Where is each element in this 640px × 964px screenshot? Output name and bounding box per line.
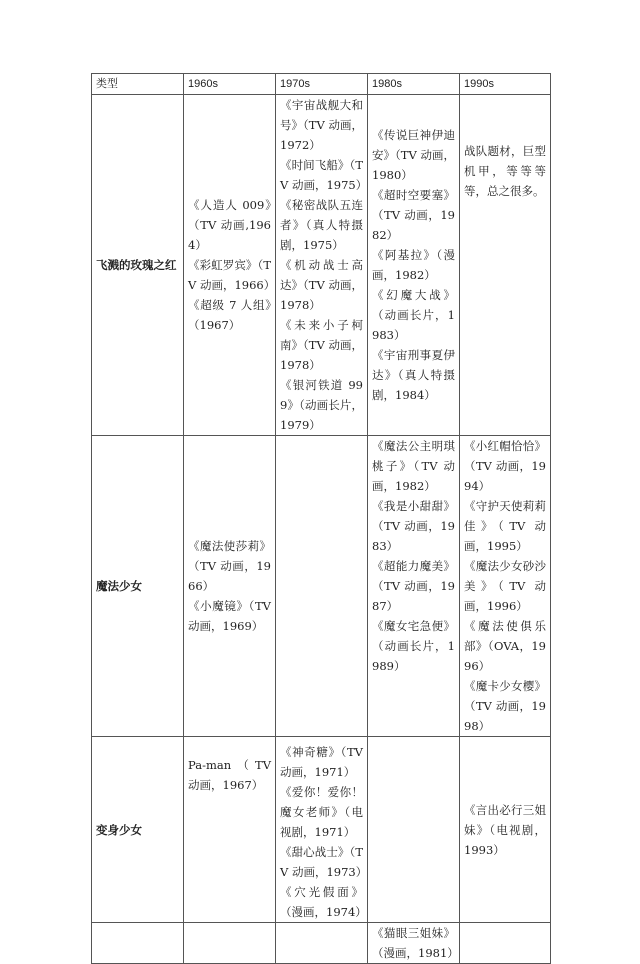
title-entry: 《猫眼三姐妹》（漫画，1981） — [372, 926, 459, 960]
title-entry: Pa-man（TV 动画，1967） — [188, 758, 271, 792]
title-entry: 《守护天使莉莉佳》（TV 动画，1995） — [464, 499, 546, 553]
category-cell: 魔法少女 — [92, 436, 184, 737]
title-entry: 《我是小甜甜》（TV 动画，1983） — [372, 499, 455, 553]
title-entry: 《小魔镜》（TV 动画，1969） — [188, 599, 271, 633]
title-entry: 《宇宙战舰大和号》（TV 动画，1972） — [280, 98, 363, 152]
title-entry: 《未来小子柯南》（TV 动画，1978） — [280, 318, 363, 372]
title-entry: 《超能力魔美》（TV 动画，1987） — [372, 559, 455, 613]
cell-1980s — [368, 95, 460, 436]
title-entry: 《言出必行三姐妹》（电视剧，1993） — [464, 802, 546, 857]
title-entry: 《魔法少女砂沙美》（TV 动画，1996） — [464, 559, 546, 613]
cell-1980s — [368, 737, 460, 923]
cell-1960s — [184, 737, 276, 923]
cell-1990s — [460, 737, 551, 923]
genre-decade-table — [91, 73, 551, 964]
title-entry: 《幻魔大战》（动画长片，1983） — [372, 288, 455, 342]
table-row — [92, 95, 551, 436]
header-row — [92, 74, 551, 95]
title-entry: 《魔法使莎莉》（TV 动画，1966） — [188, 539, 271, 593]
title-entry: 《魔女宅急便》（动画长片，1989） — [372, 619, 455, 673]
cell-1990s — [460, 436, 551, 737]
category-cell: 变身少女 — [92, 737, 184, 923]
cell-1980s — [368, 436, 460, 737]
title-entry: 《魔法使俱乐部》（OVA，1996） — [464, 619, 546, 673]
title-entry: 《小红帽恰恰》（TV 动画，1994） — [464, 439, 546, 493]
table-row — [92, 737, 551, 923]
title-entry: 《超时空要塞》（TV 动画，1982） — [372, 188, 455, 242]
header-type: 类型 — [92, 74, 184, 95]
category-cell: 飞溅的玫瑰之红 — [92, 95, 184, 436]
title-entry: 《爱你！爱你！魔女老师》（电视剧，1971） — [280, 785, 363, 839]
title-entry: 《甜心战士》（TV 动画，1973） — [280, 845, 368, 879]
cell-1970s — [276, 737, 368, 923]
header-1970s: 1970s — [276, 74, 368, 95]
title-entry: 《机动战士高达》（TV 动画，1978） — [280, 258, 363, 312]
table-row — [92, 923, 551, 964]
cell-1960s — [184, 436, 276, 737]
cell-1970s — [276, 436, 368, 737]
title-entry: 《神奇糖》（TV 动画，1971） — [280, 745, 363, 779]
header-1960s: 1960s — [184, 74, 276, 95]
title-entry: 《时间飞船》（TV 动画，1975） — [280, 158, 368, 192]
cell-1980s — [368, 923, 460, 964]
title-entry: 《银河铁道 999》（动画长片，1979） — [280, 378, 363, 432]
header-1980s: 1980s — [368, 74, 460, 95]
cell-1970s — [276, 923, 368, 964]
header-1990s: 1990s — [460, 74, 551, 95]
cell-1960s — [184, 923, 276, 964]
title-entry: 《人造人 009》（TV 动画,1964） — [188, 198, 271, 252]
title-entry: 《宇宙刑事夏伊达》（真人特摄剧，1984） — [372, 348, 455, 402]
title-entry: 《超级 7 人组》（1967） — [188, 298, 271, 332]
title-entry: 《魔法公主明琪桃子》（TV 动画，1982） — [372, 439, 455, 493]
table-row — [92, 436, 551, 737]
cell-1960s — [184, 95, 276, 436]
cell-1990s — [460, 95, 551, 436]
title-entry: 《阿基拉》（漫画，1982） — [372, 248, 455, 282]
title-entry: 《彩虹罗宾》（TV 动画，1966） — [188, 258, 276, 292]
cell-1970s — [276, 95, 368, 436]
title-entry: 《秘密战队五连者》（真人特摄剧，1975） — [280, 198, 363, 252]
title-entry: 《传说巨神伊迪安》（TV 动画，1980） — [372, 128, 455, 182]
title-entry: 《穴光假面》（漫画，1974） — [280, 885, 367, 919]
title-entry: 《魔卡少女樱》（TV 动画，1998） — [464, 679, 546, 733]
category-cell — [92, 923, 184, 964]
cell-1990s — [460, 923, 551, 964]
title-entry: 战队题材，巨型机甲，等等等等，总之很多。 — [464, 144, 546, 198]
